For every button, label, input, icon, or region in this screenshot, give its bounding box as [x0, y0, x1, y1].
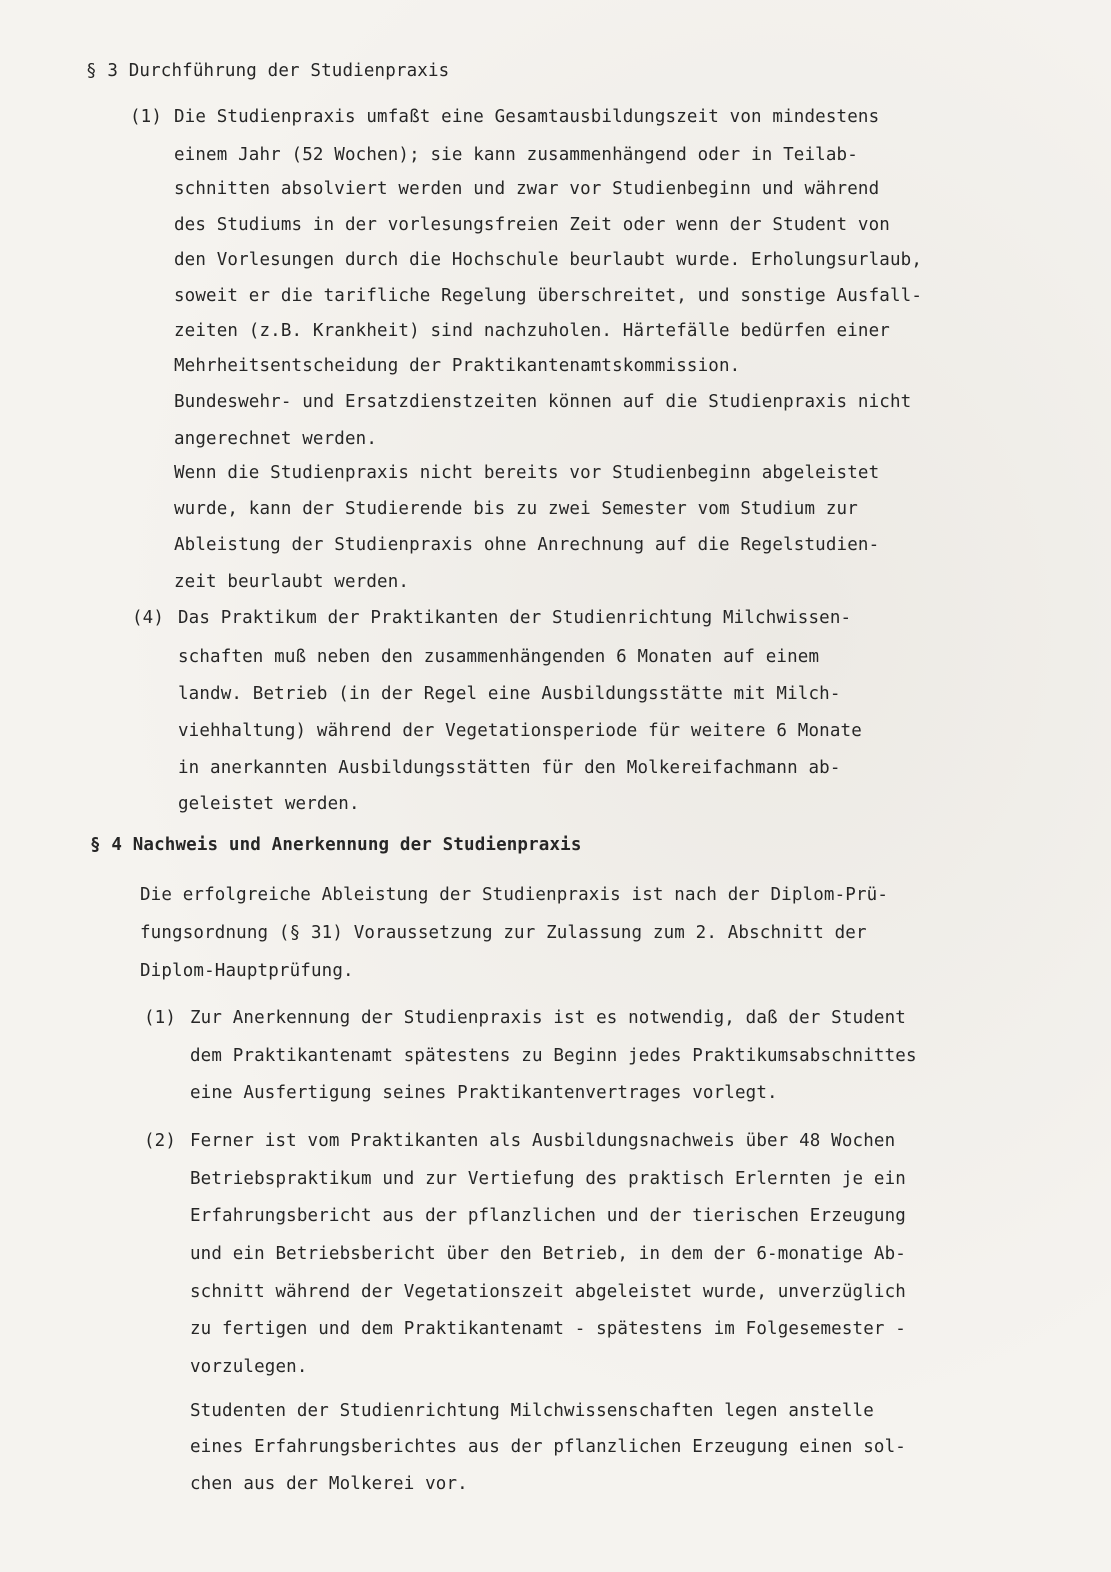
section-4-para-1-line: eine Ausfertigung seines Praktikantenvertrages vorlegt.	[190, 1083, 778, 1103]
section-4-para-2-line: vorzulegen.	[190, 1357, 308, 1377]
section-3-para-1-line: zeit beurlaubt werden.	[174, 572, 410, 592]
section-3-para-1-line: den Vorlesungen durch die Hochschule beurlaubt wurde. Erholungsurlaub,	[174, 250, 923, 270]
section-3-para-4-line: geleistet werden.	[178, 794, 360, 814]
section-3-para-1-label: (1)	[130, 107, 163, 127]
section-4-para-2b-line: eines Erfahrungsberichtes aus der pflanzlichen Erzeugung einen sol-	[190, 1437, 906, 1457]
section-3-para-1-line: Ableistung der Studienpraxis ohne Anrechnung auf die Regelstudien-	[174, 535, 880, 555]
section-3-para-1-line: soweit er die tarifliche Regelung überschreitet, und sonstige Ausfall-	[174, 286, 923, 306]
section-4-para-2-line: zu fertigen und dem Praktikantenamt - spätestens im Folgesemester -	[190, 1319, 906, 1339]
section-4-intro-line: Die erfolgreiche Ableistung der Studienpraxis ist nach der Diplom-Prü-	[140, 885, 889, 905]
section-4-para-2-line: Betriebspraktikum und zur Vertiefung des praktisch Erlernten je ein	[190, 1169, 906, 1189]
section-4-para-1-label: (1)	[144, 1008, 177, 1028]
section-4-intro-line: fungsordnung (§ 31) Voraussetzung zur Zulassung zum 2. Abschnitt der	[140, 923, 867, 943]
section-3-para-1-line: Bundeswehr- und Ersatzdienstzeiten können auf die Studienpraxis nicht	[174, 392, 912, 412]
section-3-para-1-line: schnitten absolviert werden und zwar vor Studienbeginn und während	[174, 179, 880, 199]
section-4-para-1-line: dem Praktikantenamt spätestens zu Beginn jedes Praktikumsabschnittes	[190, 1046, 917, 1066]
section-3-para-4-line: schaften muß neben den zusammenhängenden 6 Monaten auf einem	[178, 647, 820, 667]
section-3-para-4-line: in anerkannten Ausbildungsstätten für den Molkereifachmann ab-	[178, 758, 841, 778]
section-4-para-2b-line: chen aus der Molkerei vor.	[190, 1474, 468, 1494]
section-3-para-4-line: landw. Betrieb (in der Regel eine Ausbildungsstätte mit Milch-	[178, 684, 841, 704]
section-3-para-1-line: Mehrheitsentscheidung der Praktikantenamtskommission.	[174, 356, 741, 376]
section-4-para-2b-line: Studenten der Studienrichtung Milchwissenschaften legen anstelle	[190, 1401, 874, 1421]
section-3-para-1-line: Wenn die Studienpraxis nicht bereits vor Studienbeginn abgeleistet	[174, 463, 880, 483]
section-3-para-4-line: Das Praktikum der Praktikanten der Studienrichtung Milchwissen-	[178, 608, 852, 628]
section-3-para-1-line: Die Studienpraxis umfaßt eine Gesamtausbildungszeit von mindestens	[174, 107, 880, 127]
section-4-para-2-line: und ein Betriebsbericht über den Betrieb, in dem der 6-monatige Ab-	[190, 1244, 906, 1264]
section-3-para-1-line: wurde, kann der Studierende bis zu zwei Semester vom Studium zur	[174, 499, 858, 519]
section-4-heading: § 4 Nachweis und Anerkennung der Studienpraxis	[90, 835, 582, 855]
section-3-para-4-label: (4)	[132, 608, 165, 628]
section-3-heading: § 3 Durchführung der Studienpraxis	[86, 61, 450, 81]
section-3-para-1-line: angerechnet werden.	[174, 429, 378, 449]
section-4-para-2-label: (2)	[144, 1131, 177, 1151]
section-4-para-2-line: schnitt während der Vegetationszeit abgeleistet wurde, unverzüglich	[190, 1282, 906, 1302]
section-3-para-4-line: viehhaltung) während der Vegetationsperiode für weitere 6 Monate	[178, 721, 862, 741]
section-4-para-2-line: Ferner ist vom Praktikanten als Ausbildungsnachweis über 48 Wochen	[190, 1131, 896, 1151]
section-4-intro-line: Diplom-Hauptprüfung.	[140, 961, 354, 981]
section-4-para-1-line: Zur Anerkennung der Studienpraxis ist es notwendig, daß der Student	[190, 1008, 906, 1028]
section-4-para-2-line: Erfahrungsbericht aus der pflanzlichen und der tierischen Erzeugung	[190, 1206, 906, 1226]
section-3-para-1-line: zeiten (z.B. Krankheit) sind nachzuholen. Härtefälle bedürfen einer	[174, 321, 890, 341]
section-3-para-1-line: des Studiums in der vorlesungsfreien Zeit oder wenn der Student von	[174, 215, 890, 235]
section-3-para-1-line: einem Jahr (52 Wochen); sie kann zusammenhängend oder in Teilab-	[174, 145, 858, 165]
